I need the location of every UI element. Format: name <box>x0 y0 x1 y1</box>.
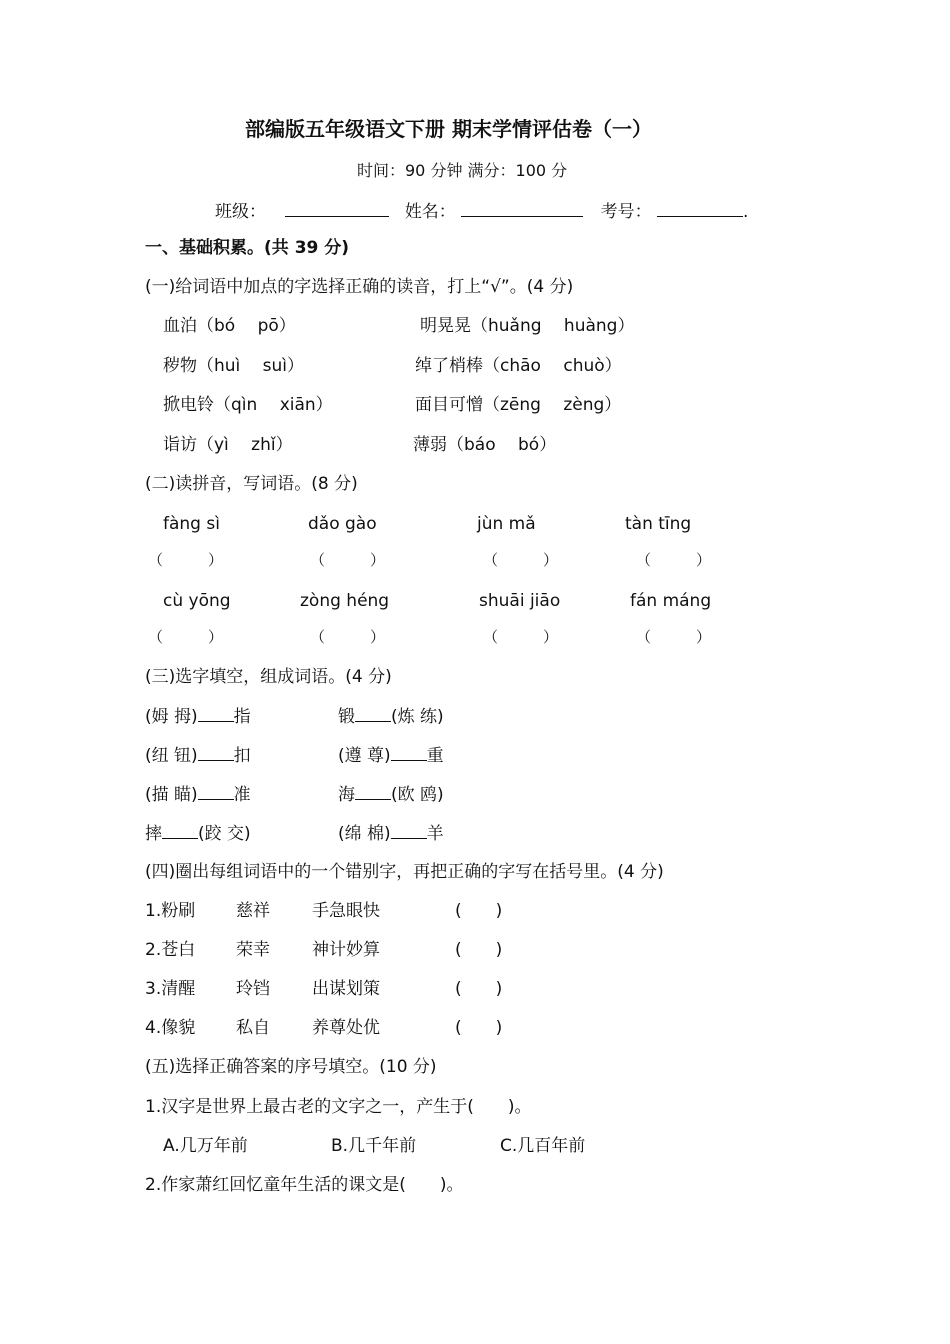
answer-bracket[interactable]: （ ） <box>483 551 559 569</box>
pinyin-label: cù yōng <box>163 591 231 611</box>
pronunciation-item: 秽物（huì suì） <box>163 356 305 376</box>
option-c[interactable]: C.几百年前 <box>500 1136 586 1156</box>
fill-item <box>338 705 444 728</box>
exam-subtitle: 时间：90 分钟 满分：100 分 <box>357 161 568 180</box>
fill-blank[interactable] <box>355 705 391 722</box>
fill-prefix: (绵 棉) <box>338 824 391 844</box>
fill-item <box>145 705 251 728</box>
typo-word: 神计妙算 <box>312 940 380 960</box>
typo-word: 养尊处优 <box>312 1018 380 1038</box>
answer-bracket[interactable]: （ ） <box>483 628 559 646</box>
pinyin-label: fán máng <box>630 591 712 611</box>
part2-heading: (二)读拼音，写词语。(8 分) <box>145 474 358 494</box>
answer-bracket[interactable]: （ ） <box>636 628 712 646</box>
fill-blank[interactable] <box>198 783 234 800</box>
answer-bracket[interactable]: （ ） <box>310 551 386 569</box>
fill-suffix: 扣 <box>233 746 251 766</box>
pronunciation-item: 掀电铃（qìn xiān） <box>163 395 333 415</box>
typo-word: 1.粉刷 <box>145 901 196 921</box>
fill-suffix: (炼 练) <box>391 707 444 727</box>
answer-bracket[interactable]: ( ) <box>455 940 503 960</box>
pinyin-label: dǎo gào <box>308 514 377 534</box>
fill-suffix: 指 <box>233 707 251 727</box>
answer-bracket[interactable]: （ ） <box>636 551 712 569</box>
fill-item <box>338 744 444 767</box>
section1-heading: 一、基础积累。(共 39 分) <box>145 238 350 258</box>
fill-blank[interactable] <box>355 783 391 800</box>
typo-word: 2.苍白 <box>145 940 196 960</box>
typo-word: 私自 <box>236 1018 270 1038</box>
pronunciation-item: 诣访（yì zhǐ） <box>163 435 293 455</box>
fill-prefix: (描 瞄) <box>145 785 198 805</box>
answer-bracket[interactable]: ( ) <box>455 1018 503 1038</box>
number-label: 考号： <box>600 202 652 222</box>
fill-blank[interactable] <box>391 744 427 761</box>
end-mark: . <box>743 202 749 222</box>
fill-suffix: (欧 鸥) <box>391 785 444 805</box>
answer-bracket[interactable]: ( ) <box>455 901 503 921</box>
fill-blank[interactable] <box>198 744 234 761</box>
fill-blank[interactable] <box>162 822 198 839</box>
answer-bracket[interactable]: （ ） <box>310 628 386 646</box>
part4-heading: (四)圈出每组词语中的一个错别字，再把正确的字写在括号里。(4 分) <box>145 862 664 882</box>
question-1: 1.汉字是世界上最古老的文字之一，产生于( )。 <box>145 1097 532 1117</box>
answer-bracket[interactable]: （ ） <box>148 628 224 646</box>
name-blank[interactable] <box>461 200 583 217</box>
fill-suffix: 重 <box>426 746 444 766</box>
pronunciation-item: 绰了梢棒（chāo chuò） <box>415 356 622 376</box>
class-blank[interactable] <box>285 200 389 217</box>
fill-item <box>145 822 251 845</box>
pronunciation-item: 血泊（bó pō） <box>163 316 296 336</box>
fill-prefix: 海 <box>338 785 355 805</box>
fill-prefix: (纽 钮) <box>145 746 198 766</box>
typo-word: 慈祥 <box>236 901 270 921</box>
pinyin-label: zòng héng <box>300 591 390 611</box>
fill-suffix: 准 <box>233 785 251 805</box>
class-label: 班级： <box>215 202 266 222</box>
part5-heading: (五)选择正确答案的序号填空。(10 分) <box>145 1057 437 1077</box>
option-b[interactable]: B.几千年前 <box>331 1136 417 1156</box>
pinyin-label: tàn tīng <box>625 514 692 534</box>
answer-bracket[interactable]: ( ) <box>455 979 503 999</box>
pinyin-label: jùn mǎ <box>477 514 536 534</box>
typo-word: 出谋划策 <box>312 979 380 999</box>
student-info-line <box>215 200 748 223</box>
fill-prefix: (遵 尊) <box>338 746 391 766</box>
typo-word: 手急眼快 <box>312 901 380 921</box>
answer-bracket[interactable]: （ ） <box>148 551 224 569</box>
pinyin-label: fàng sì <box>163 514 220 534</box>
fill-prefix: (姆 拇) <box>145 707 198 727</box>
fill-prefix: 锻 <box>338 707 355 727</box>
typo-word: 4.像貌 <box>145 1018 196 1038</box>
pronunciation-item: 明晃晃（huǎng huàng） <box>420 316 635 336</box>
fill-item <box>338 783 444 806</box>
fill-item <box>145 783 251 806</box>
option-a[interactable]: A.几万年前 <box>163 1136 248 1156</box>
pronunciation-item: 薄弱（báo bó） <box>413 435 557 455</box>
question-2: 2.作家萧红回忆童年生活的课文是( )。 <box>145 1175 464 1195</box>
pronunciation-item: 面目可憎（zēng zèng） <box>415 395 622 415</box>
fill-suffix: 羊 <box>426 824 444 844</box>
typo-word: 荣幸 <box>236 940 270 960</box>
exam-title: 部编版五年级语文下册 期末学情评估卷（一） <box>245 117 652 141</box>
fill-suffix: (跤 交) <box>198 824 251 844</box>
fill-item <box>338 822 444 845</box>
typo-word: 3.清醒 <box>145 979 196 999</box>
fill-blank[interactable] <box>391 822 427 839</box>
part3-heading: (三)选字填空，组成词语。(4 分) <box>145 667 392 687</box>
part1-heading: (一)给词语中加点的字选择正确的读音，打上“√”。(4 分) <box>145 277 574 297</box>
fill-item <box>145 744 251 767</box>
fill-prefix: 摔 <box>145 824 162 844</box>
pinyin-label: shuāi jiāo <box>479 591 561 611</box>
typo-word: 玲铛 <box>236 979 270 999</box>
name-label: 姓名： <box>404 202 456 222</box>
fill-blank[interactable] <box>198 705 234 722</box>
number-blank[interactable] <box>657 200 743 217</box>
